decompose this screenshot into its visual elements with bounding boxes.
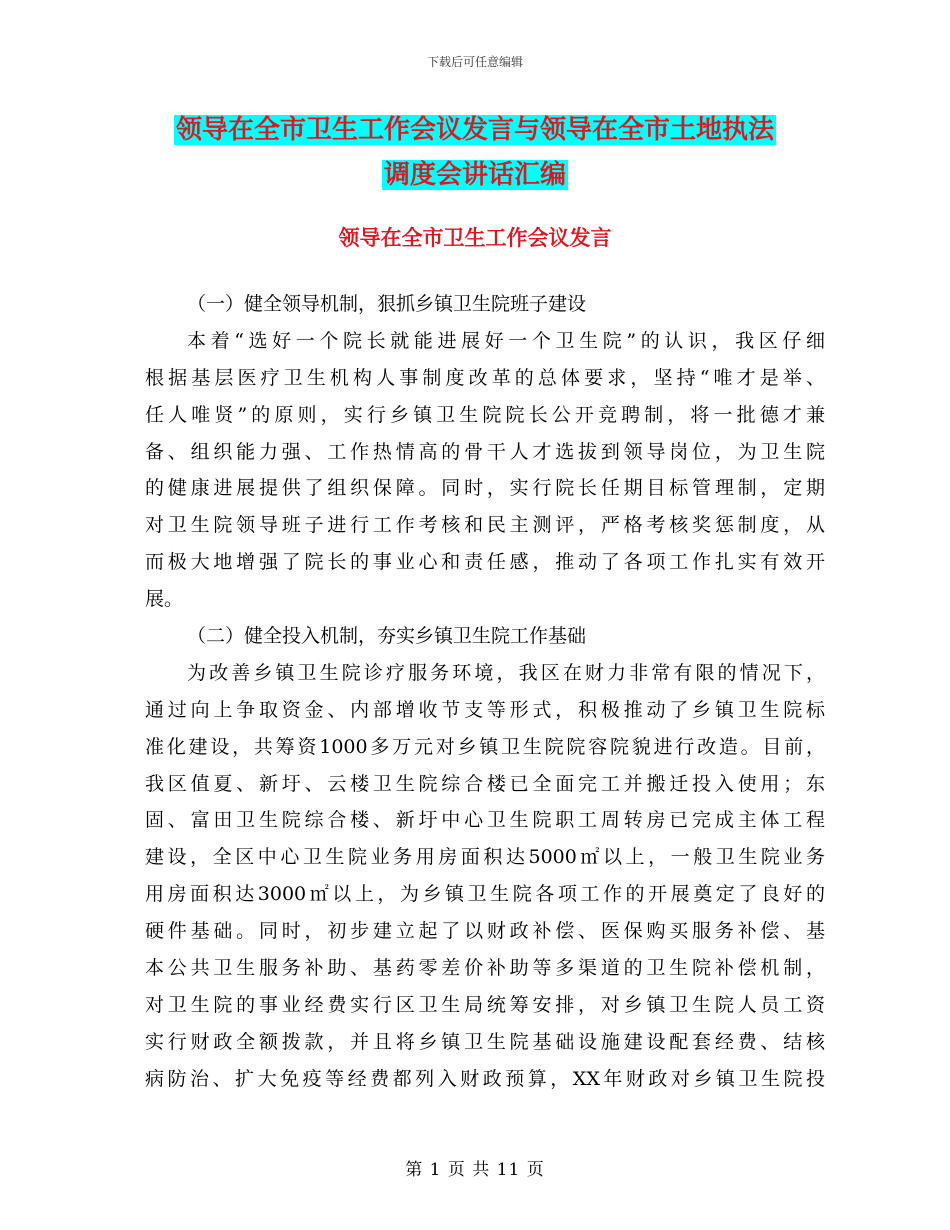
title-highlight: 领导在全市卫生工作会议发言与领导在全市土地执法 [175,115,774,145]
body-line: 实行财政全额拨款，并且将乡镇卫生院基础设施建设配套经费、结核 [145,1030,825,1053]
subheading-2: （二）健全投入机制，夯实乡镇卫生院工作基础 [187,625,587,648]
body-line: 硬件基础。同时，初步建立起了以财政补偿、医保购买服务补偿、基 [145,920,825,943]
document-title-line-1 [145,113,805,147]
body-line: 而极大地增强了院长的事业心和责任感，推动了各项工作扎实有效开 [145,551,825,574]
document-body [145,286,825,1098]
body-line: 对卫生院的事业经费实行区卫生局统筹安排，对乡镇卫生院人员工资 [145,993,825,1016]
body-line: 固、富田卫生院综合楼、新圩中心卫生院职工周转房已完成主体工程 [145,809,825,832]
body-line: 为改善乡镇卫生院诊疗服务环境，我区在财力非常有限的情况下， [187,661,825,684]
body-line: 通过向上争取资金、内部增收节支等形式，积极推动了乡镇卫生院标 [145,698,825,721]
body-line: 病防治、扩大免疫等经费都列入财政预算，XX年财政对乡镇卫生院投 [145,1067,825,1090]
page-footer: 第 1 页 共 11 页 [405,1160,545,1180]
document-title-line-2 [145,158,805,192]
body-line: 本公共卫生服务补助、基药零差价补助等多渠道的卫生院补偿机制， [145,957,825,980]
body-line: 备、组织能力强、工作热情高的骨干人才选拔到领导岗位，为卫生院 [145,440,825,463]
section-title: 领导在全市卫生工作会议发言 [338,226,612,250]
body-line: 准化建设，共筹资1000多万元对乡镇卫生院院容院貌进行改造。目前， [145,735,825,758]
body-line: 建设，全区中心卫生院业务用房面积达5000㎡以上，一般卫生院业务 [145,846,825,869]
body-line: 根据基层医疗卫生机构人事制度改革的总体要求，坚持“唯才是举、 [145,366,825,389]
body-line: 对卫生院领导班子进行工作考核和民主测评，严格考核奖惩制度，从 [145,514,825,537]
body-line: 用房面积达3000㎡以上，为乡镇卫生院各项工作的开展奠定了良好的 [145,883,825,906]
header-note: 下载后可任意编辑 [426,55,523,69]
body-line: 的健康进展提供了组织保障。同时，实行院长任期目标管理制，定期 [145,477,825,500]
body-line: 我区值夏、新圩、云楼卫生院综合楼已全面完工并搬迁投入使用；东 [145,772,825,795]
title-highlight: 调度会讲话汇编 [383,160,566,190]
body-line: 本着“选好一个院长就能进展好一个卫生院”的认识，我区仔细 [187,329,825,352]
body-line: 展。 [145,588,184,611]
body-line: 任人唯贤”的原则，实行乡镇卫生院院长公开竞聘制，将一批德才兼 [145,403,825,426]
subheading-1: （一）健全领导机制，狠抓乡镇卫生院班子建设 [187,293,587,315]
